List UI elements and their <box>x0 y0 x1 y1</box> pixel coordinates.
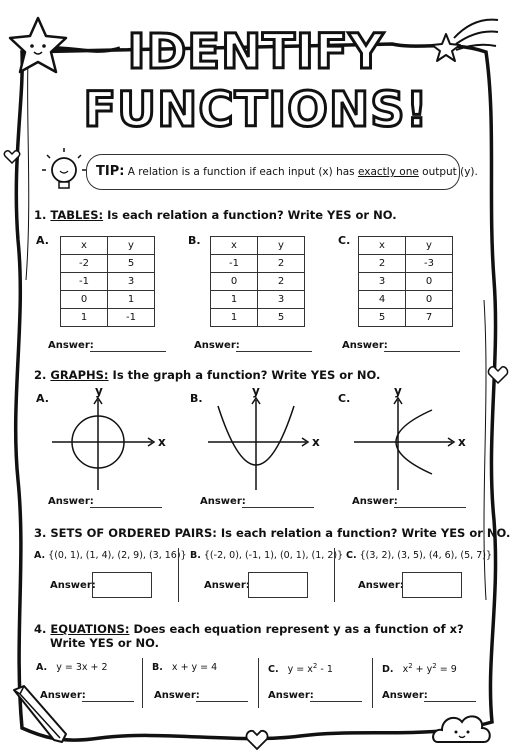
table-header: x <box>359 237 406 255</box>
q3-answer-box-a[interactable] <box>92 572 152 598</box>
q3-answer-box-b[interactable] <box>248 572 308 598</box>
table-row: -1 2 <box>211 255 305 273</box>
q2-graph-c-x-label: x <box>458 435 466 449</box>
q3-answer-box-c[interactable] <box>402 572 462 598</box>
q2-answer-blank-b[interactable] <box>242 507 314 508</box>
q4-answer-label-d: Answer: <box>382 690 428 701</box>
q2-answer-label-c: Answer: <box>352 496 398 507</box>
q1-letter-c: C. <box>338 234 351 247</box>
q3-set-a-text: {(0, 1), (1, 4), (2, 9), (3, 16)} <box>48 550 187 561</box>
q4-letter-c: C. <box>268 664 279 676</box>
q2-graph-b-y-label: y <box>252 384 260 398</box>
q3-divider-1 <box>178 548 179 602</box>
cloud-icon <box>432 708 492 744</box>
q1-table-b <box>210 236 305 327</box>
heart-icon <box>488 366 508 384</box>
q4-eq-c-main: y = x <box>287 664 313 676</box>
q4-answer-label-c: Answer: <box>268 690 314 701</box>
q4-eq-c <box>268 662 333 675</box>
q4-number: 4. <box>34 622 47 636</box>
q2-prompt: Is the graph a function? Write YES or NO. <box>112 368 381 382</box>
q1-table-a <box>60 236 155 327</box>
q3-set-c-text: {(3, 2), (3, 5), (4, 6), (5, 7)} <box>359 550 492 561</box>
q4-answer-blank-a[interactable] <box>82 701 134 702</box>
q3-set-a <box>34 550 187 561</box>
q3-answer-label-c: Answer: <box>358 580 404 591</box>
q1-letter-b: B. <box>188 234 201 247</box>
q4-eq-d <box>382 662 457 675</box>
q3-heading <box>34 526 510 540</box>
q4-heading <box>34 622 464 636</box>
heart-icon <box>4 150 20 164</box>
table-row: 3 0 <box>359 273 453 291</box>
q4-eq-d-exponent-1: 2 <box>408 662 413 670</box>
table-row: 0 1 <box>61 291 155 309</box>
table-row: 1 5 <box>211 309 305 327</box>
q1-answer-label-c: Answer: <box>342 340 388 351</box>
q4-keyword: EQUATIONS: <box>50 622 130 636</box>
q2-graph-a-circle <box>46 394 166 494</box>
q1-answer-label-a: Answer: <box>48 340 94 351</box>
q3-answer-label-a: Answer: <box>50 580 96 591</box>
q4-prompt-line-2: Write YES or NO. <box>50 636 159 650</box>
q4-letter-b: B. <box>152 662 163 673</box>
table-header: y <box>258 237 305 255</box>
q1-answer-blank-c[interactable] <box>384 351 460 352</box>
q2-letter-a: A. <box>36 392 49 405</box>
q4-letter-a: A. <box>36 662 48 673</box>
q1-answer-label-b: Answer: <box>194 340 240 351</box>
table-row: 2 -3 <box>359 255 453 273</box>
q1-table-c <box>358 236 453 327</box>
tip-text-after: output (y). <box>422 166 478 178</box>
q3-letter-c: C. <box>346 550 357 561</box>
table-header: y <box>108 237 155 255</box>
q2-graph-c-y-label: y <box>394 384 402 398</box>
q4-prompt-line-1: Does each equation represent y as a function of x? <box>133 622 464 636</box>
q4-answer-label-b: Answer: <box>154 690 200 701</box>
q3-letter-a: A. <box>34 550 46 561</box>
q2-graph-b-parabola <box>204 394 324 494</box>
q4-eq-d-main: x <box>402 664 409 676</box>
q2-graph-a-y-label: y <box>95 384 103 398</box>
q4-answer-label-a: Answer: <box>40 690 86 701</box>
q1-keyword: TABLES: <box>50 208 104 222</box>
q4-answer-blank-b[interactable] <box>196 701 248 702</box>
lightbulb-icon <box>42 150 86 200</box>
q2-graph-a-x-label: x <box>158 435 166 449</box>
q4-eq-c-exponent: 2 <box>312 662 318 670</box>
q4-eq-c-tail: - 1 <box>317 664 333 676</box>
tip-label: TIP: <box>96 164 125 179</box>
q4-eq-d-tail: = 9 <box>436 664 457 676</box>
q1-number: 1. <box>34 208 47 222</box>
table-row: 0 2 <box>211 273 305 291</box>
q3-keyword: SETS OF ORDERED PAIRS: <box>50 526 217 540</box>
q4-answer-blank-c[interactable] <box>310 701 362 702</box>
q4-eq-b <box>152 662 217 673</box>
q1-heading <box>34 208 397 222</box>
table-row: -1 3 <box>61 273 155 291</box>
q3-set-c <box>346 550 492 561</box>
table-row: 5 7 <box>359 309 453 327</box>
q2-answer-label-b: Answer: <box>200 496 246 507</box>
heart-icon <box>246 730 268 750</box>
q2-graph-b-x-label: x <box>312 435 320 449</box>
q4-answer-blank-d[interactable] <box>424 701 476 702</box>
q3-letter-b: B. <box>190 550 201 561</box>
q4-divider-3 <box>372 658 373 708</box>
tip-text-before: A relation is a function if each input (x) has <box>127 166 355 178</box>
q2-letter-b: B. <box>190 392 203 405</box>
q3-divider-2 <box>334 548 335 602</box>
q3-prompt: Is each relation a function? Write YES or NO. <box>220 526 511 540</box>
table-row: -2 5 <box>61 255 155 273</box>
tip-text <box>96 164 478 179</box>
q4-eq-a-text: y = 3x + 2 <box>56 662 108 673</box>
q1-letter-a: A. <box>36 234 49 247</box>
q2-heading <box>34 368 380 382</box>
title-line-2: FUNCTIONS! <box>83 82 429 138</box>
q2-answer-blank-a[interactable] <box>90 507 162 508</box>
tip-emphasis: exactly one <box>357 166 419 178</box>
q2-answer-label-a: Answer: <box>48 496 94 507</box>
q4-eq-d-mid: + y <box>412 664 433 676</box>
title-line-1: IDENTIFY <box>127 24 385 80</box>
q4-divider-2 <box>258 658 259 708</box>
table-header: x <box>211 237 258 255</box>
q1-answer-blank-b[interactable] <box>236 351 312 352</box>
q4-eq-b-text: x + y = 4 <box>171 662 218 673</box>
q3-answer-label-b: Answer: <box>204 580 250 591</box>
q2-answer-blank-c[interactable] <box>394 507 466 508</box>
q4-letter-d: D. <box>382 664 394 676</box>
table-row: 1 3 <box>211 291 305 309</box>
q2-number: 2. <box>34 368 47 382</box>
q2-letter-c: C. <box>338 392 351 405</box>
table-row: 1 -1 <box>61 309 155 327</box>
q3-set-b <box>190 550 343 561</box>
q4-eq-d-exponent-2: 2 <box>432 662 437 670</box>
table-header: x <box>61 237 108 255</box>
q2-graph-c-sideways-parabola <box>350 394 470 494</box>
table-header: y <box>406 237 453 255</box>
q4-eq-a <box>36 662 108 673</box>
q2-keyword: GRAPHS: <box>50 368 109 382</box>
q1-prompt: Is each relation a function? Write YES or NO. <box>107 208 397 222</box>
table-row: 4 0 <box>359 291 453 309</box>
q4-divider-1 <box>142 658 143 708</box>
q1-answer-blank-a[interactable] <box>90 351 166 352</box>
q3-number: 3. <box>34 526 47 540</box>
q3-set-b-text: {(-2, 0), (-1, 1), (0, 1), (1, 2)} <box>203 550 344 561</box>
